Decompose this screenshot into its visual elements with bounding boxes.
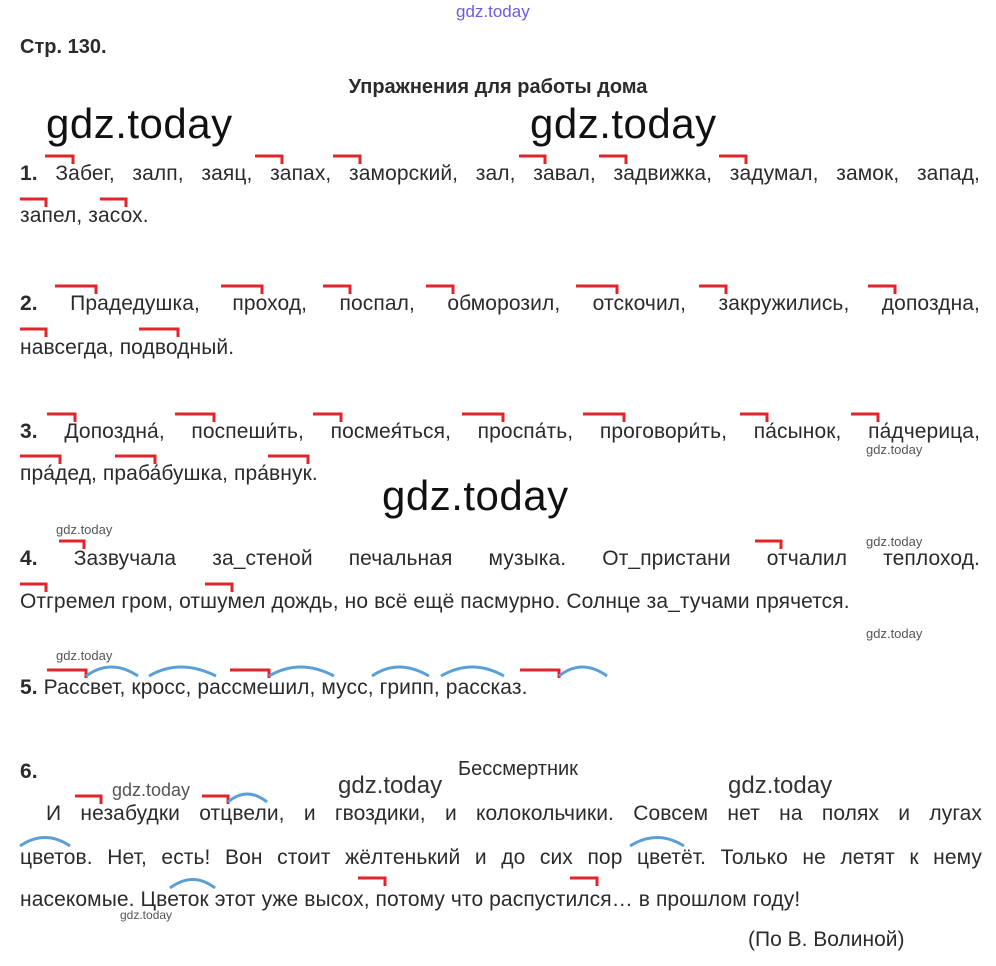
- watermark-small-5: gdz.today: [56, 648, 113, 663]
- watermark-large-1: gdz.today: [46, 100, 233, 147]
- watermark-top: gdz.today: [456, 2, 530, 21]
- ex3-text-1: Допоздна́, поспеши́ть, посмея́ться, проспа́ть, проговори́ть, па́сынок, па́дчерица,: [64, 420, 981, 443]
- watermark-large-3: gdz.today: [382, 472, 569, 519]
- watermark-small-6: gdz.today: [120, 908, 173, 922]
- ex4-text-1: Зазвучала за_стеной печальная музыка. От_пристани отчалил теплоход.: [73, 547, 980, 570]
- ex3-line2: пра́дед, праба́бушка, пра́внук.: [20, 462, 318, 485]
- ex4-line2: Отгремел гром, отшумел дождь, но всё ещё пасмурно. Солнце за_тучами прячется.: [20, 590, 850, 613]
- watermark-mid-3: gdz.today: [112, 780, 191, 800]
- ex6-line1: И незабудки отцвели, и гвоздики, и колокольчики. Совсем нет на полях и лугах: [46, 802, 982, 825]
- watermark-small-4: gdz.today: [866, 626, 923, 641]
- exercise-title: Упражнения для работы дома: [348, 76, 648, 98]
- ex1-number: 1.: [20, 162, 38, 185]
- ex4-number: 4.: [20, 547, 38, 570]
- story-author: (По В. Волиной): [748, 928, 905, 951]
- page-label: Стр. 130.: [20, 36, 107, 58]
- watermark-small-2: gdz.today: [56, 522, 113, 537]
- watermark-small-1: gdz.today: [866, 442, 923, 457]
- ex1-line1: [20, 162, 980, 186]
- watermark-large-2: gdz.today: [530, 100, 717, 147]
- watermark-small-3: gdz.today: [866, 534, 923, 549]
- story-title: Бессмертник: [458, 758, 578, 780]
- ex6-line3: насекомые. Цветок этот уже высох, потому что распустился… в прошлом году!: [20, 888, 801, 911]
- ex2-line2: навсегда, подводный.: [20, 336, 235, 359]
- ex2-line1: [20, 292, 980, 316]
- ex5-number: 5.: [20, 676, 38, 699]
- ex2-number: 2.: [20, 292, 38, 315]
- watermark-mid-2: gdz.today: [728, 772, 833, 799]
- ex6-line2: цветов. Нет, есть! Вон стоит жёлтенький и до сих пор цветёт. Только не летят к нему: [20, 846, 982, 869]
- ex4-line1: [20, 547, 980, 571]
- ex3-number: 3.: [20, 420, 38, 443]
- watermark-mid-1: gdz.today: [338, 772, 443, 799]
- ex2-text-1: Прадедушка, проход, поспал, обморозил, отскочил, закружились, допоздна,: [70, 292, 980, 315]
- ex1-line2: запел, засох.: [20, 204, 149, 227]
- ex1-text-1: Забег, залп, заяц, запах, заморский, зал, завал, задвижка, задумал, замок, запад,: [55, 162, 980, 185]
- ex5-text-1: Рассвет, кросс, рассмешил, мусс, грипп, рассказ.: [43, 676, 528, 699]
- ex5-line1: [20, 676, 528, 700]
- ex6-number: 6.: [20, 760, 38, 783]
- ex3-line1: [20, 420, 980, 444]
